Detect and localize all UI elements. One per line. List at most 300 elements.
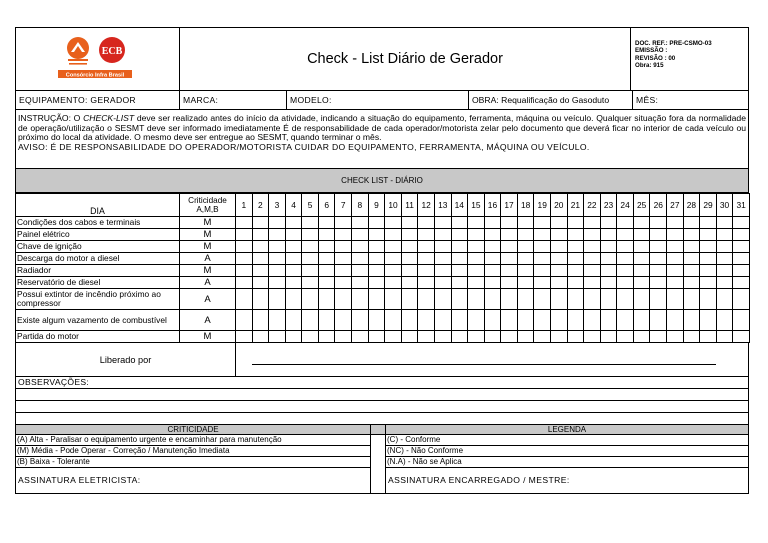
day-check-cell[interactable] <box>700 217 717 229</box>
day-check-cell[interactable] <box>484 253 501 265</box>
day-check-cell[interactable] <box>401 289 418 310</box>
day-check-cell[interactable] <box>302 217 319 229</box>
day-check-cell[interactable] <box>252 331 269 343</box>
day-check-cell[interactable] <box>484 265 501 277</box>
day-check-cell[interactable] <box>700 331 717 343</box>
day-check-cell[interactable] <box>352 310 369 331</box>
day-check-cell[interactable] <box>517 241 534 253</box>
day-check-cell[interactable] <box>550 253 567 265</box>
day-check-cell[interactable] <box>517 229 534 241</box>
day-check-cell[interactable] <box>733 253 750 265</box>
day-check-cell[interactable] <box>600 241 617 253</box>
day-check-cell[interactable] <box>683 229 700 241</box>
day-check-cell[interactable] <box>302 253 319 265</box>
day-check-cell[interactable] <box>335 217 352 229</box>
day-check-cell[interactable] <box>650 253 667 265</box>
day-check-cell[interactable] <box>683 253 700 265</box>
day-check-cell[interactable] <box>318 289 335 310</box>
instruction-label: INSTRUÇÃO: O <box>18 113 84 123</box>
day-check-cell[interactable] <box>567 265 584 277</box>
day-check-cell[interactable] <box>683 277 700 289</box>
day-check-cell[interactable] <box>385 277 402 289</box>
day-check-cell[interactable] <box>550 265 567 277</box>
day-check-cell[interactable] <box>401 331 418 343</box>
day-check-cell[interactable] <box>385 241 402 253</box>
day-check-cell[interactable] <box>600 289 617 310</box>
day-check-cell[interactable] <box>352 229 369 241</box>
day-check-cell[interactable] <box>368 310 385 331</box>
day-check-cell[interactable] <box>236 265 253 277</box>
item-label: Existe algum vazamento de combustível <box>16 310 180 331</box>
day-check-cell[interactable] <box>236 331 253 343</box>
day-check-cell[interactable] <box>401 217 418 229</box>
day-check-cell[interactable] <box>733 331 750 343</box>
day-check-cell[interactable] <box>335 241 352 253</box>
modelo-field[interactable]: MODELO: <box>287 91 469 109</box>
equipamento-field[interactable]: EQUIPAMENTO: GERADOR <box>16 91 180 109</box>
day-check-cell[interactable] <box>368 289 385 310</box>
day-check-cell[interactable] <box>385 253 402 265</box>
day-check-cell[interactable] <box>534 253 551 265</box>
day-check-cell[interactable] <box>567 253 584 265</box>
day-check-cell[interactable] <box>534 331 551 343</box>
day-check-cell[interactable] <box>385 331 402 343</box>
day-check-cell[interactable] <box>534 277 551 289</box>
day-check-cell[interactable] <box>650 229 667 241</box>
day-check-cell[interactable] <box>700 310 717 331</box>
day-check-cell[interactable] <box>385 265 402 277</box>
day-check-cell[interactable] <box>550 310 567 331</box>
day-check-cell[interactable] <box>385 289 402 310</box>
day-check-cell[interactable] <box>418 331 435 343</box>
day-check-cell[interactable] <box>501 229 518 241</box>
day-check-cell[interactable] <box>302 277 319 289</box>
day-check-cell[interactable] <box>318 310 335 331</box>
day-check-cell[interactable] <box>318 253 335 265</box>
day-check-cell[interactable] <box>617 265 634 277</box>
signature-supervisor[interactable]: ASSINATURA ENCARREGADO / MESTRE: <box>388 475 570 485</box>
day-check-cell[interactable] <box>451 331 468 343</box>
day-check-cell[interactable] <box>418 217 435 229</box>
day-check-cell[interactable] <box>368 277 385 289</box>
day-check-cell[interactable] <box>468 265 485 277</box>
day-check-cell[interactable] <box>633 289 650 310</box>
day-check-cell[interactable] <box>418 289 435 310</box>
day-check-cell[interactable] <box>401 229 418 241</box>
day-check-cell[interactable] <box>401 265 418 277</box>
day-check-cell[interactable] <box>600 277 617 289</box>
day-check-cell[interactable] <box>683 217 700 229</box>
day-check-cell[interactable] <box>484 277 501 289</box>
day-check-cell[interactable] <box>434 253 451 265</box>
day-check-cell[interactable] <box>434 310 451 331</box>
observations-line[interactable] <box>16 401 748 413</box>
day-check-cell[interactable] <box>733 265 750 277</box>
day-check-cell[interactable] <box>667 241 684 253</box>
day-check-cell[interactable] <box>434 289 451 310</box>
day-check-cell[interactable] <box>650 277 667 289</box>
day-check-cell[interactable] <box>269 229 286 241</box>
day-check-cell[interactable] <box>302 241 319 253</box>
day-check-cell[interactable] <box>335 229 352 241</box>
day-check-cell[interactable] <box>434 229 451 241</box>
day-check-cell[interactable] <box>584 277 601 289</box>
day-check-cell[interactable] <box>716 217 733 229</box>
day-check-cell[interactable] <box>650 217 667 229</box>
day-check-cell[interactable] <box>252 277 269 289</box>
day-check-cell[interactable] <box>600 253 617 265</box>
day-check-cell[interactable] <box>368 217 385 229</box>
day-check-cell[interactable] <box>335 310 352 331</box>
day-check-cell[interactable] <box>667 217 684 229</box>
day-check-cell[interactable] <box>567 310 584 331</box>
day-check-cell[interactable] <box>318 331 335 343</box>
day-check-cell[interactable] <box>567 229 584 241</box>
day-check-cell[interactable] <box>633 241 650 253</box>
day-check-cell[interactable] <box>700 289 717 310</box>
day-check-cell[interactable] <box>285 289 302 310</box>
day-check-cell[interactable] <box>352 277 369 289</box>
day-check-cell[interactable] <box>352 241 369 253</box>
day-check-cell[interactable] <box>269 289 286 310</box>
day-check-cell[interactable] <box>468 331 485 343</box>
day-check-cell[interactable] <box>451 241 468 253</box>
day-check-cell[interactable] <box>600 310 617 331</box>
day-check-cell[interactable] <box>633 310 650 331</box>
day-check-cell[interactable] <box>352 217 369 229</box>
day-check-cell[interactable] <box>733 289 750 310</box>
day-check-cell[interactable] <box>517 310 534 331</box>
day-check-cell[interactable] <box>567 241 584 253</box>
day-check-cell[interactable] <box>716 265 733 277</box>
day-header: 5 <box>302 194 319 217</box>
day-check-cell[interactable] <box>501 241 518 253</box>
day-check-cell[interactable] <box>600 229 617 241</box>
day-check-cell[interactable] <box>683 265 700 277</box>
day-check-cell[interactable] <box>633 277 650 289</box>
liberado-label: Liberado por <box>16 343 236 376</box>
day-check-cell[interactable] <box>716 241 733 253</box>
day-check-cell[interactable] <box>567 277 584 289</box>
day-check-cell[interactable] <box>617 331 634 343</box>
day-check-cell[interactable] <box>517 289 534 310</box>
day-check-cell[interactable] <box>451 229 468 241</box>
day-check-cell[interactable] <box>617 310 634 331</box>
day-check-cell[interactable] <box>252 241 269 253</box>
day-check-cell[interactable] <box>484 310 501 331</box>
day-check-cell[interactable] <box>534 310 551 331</box>
day-check-cell[interactable] <box>584 331 601 343</box>
day-check-cell[interactable] <box>285 217 302 229</box>
day-check-cell[interactable] <box>501 277 518 289</box>
marca-field[interactable]: MARCA: <box>180 91 287 109</box>
day-check-cell[interactable] <box>285 241 302 253</box>
day-check-cell[interactable] <box>252 289 269 310</box>
day-check-cell[interactable] <box>269 241 286 253</box>
day-check-cell[interactable] <box>302 289 319 310</box>
day-check-cell[interactable] <box>667 229 684 241</box>
day-check-cell[interactable] <box>667 253 684 265</box>
day-check-cell[interactable] <box>302 331 319 343</box>
day-header: 31 <box>733 194 750 217</box>
day-check-cell[interactable] <box>401 277 418 289</box>
day-check-cell[interactable] <box>451 217 468 229</box>
day-check-cell[interactable] <box>318 277 335 289</box>
day-check-cell[interactable] <box>252 265 269 277</box>
day-check-cell[interactable] <box>617 217 634 229</box>
day-check-cell[interactable] <box>368 229 385 241</box>
day-check-cell[interactable] <box>716 253 733 265</box>
day-check-cell[interactable] <box>667 265 684 277</box>
day-check-cell[interactable] <box>434 265 451 277</box>
day-check-cell[interactable] <box>550 217 567 229</box>
day-check-cell[interactable] <box>468 229 485 241</box>
day-check-cell[interactable] <box>617 277 634 289</box>
day-check-cell[interactable] <box>534 265 551 277</box>
observations-line[interactable] <box>16 389 748 401</box>
day-check-cell[interactable] <box>617 241 634 253</box>
day-check-cell[interactable] <box>318 217 335 229</box>
day-check-cell[interactable] <box>368 265 385 277</box>
day-check-cell[interactable] <box>451 253 468 265</box>
day-check-cell[interactable] <box>716 289 733 310</box>
day-check-cell[interactable] <box>567 289 584 310</box>
day-check-cell[interactable] <box>534 229 551 241</box>
day-check-cell[interactable] <box>269 331 286 343</box>
day-check-cell[interactable] <box>269 265 286 277</box>
liberado-signature-line[interactable] <box>236 343 748 376</box>
day-check-cell[interactable] <box>584 310 601 331</box>
doc-ref-line: DOC. REF.: PRE-CSMO-03 <box>635 40 712 47</box>
item-criticality: M <box>180 331 236 343</box>
day-check-cell[interactable] <box>368 253 385 265</box>
day-check-cell[interactable] <box>501 331 518 343</box>
day-check-cell[interactable] <box>550 331 567 343</box>
observations-line[interactable] <box>16 413 748 424</box>
day-check-cell[interactable] <box>434 277 451 289</box>
day-check-cell[interactable] <box>434 241 451 253</box>
day-check-cell[interactable] <box>451 310 468 331</box>
day-check-cell[interactable] <box>534 241 551 253</box>
day-check-cell[interactable] <box>285 265 302 277</box>
day-check-cell[interactable] <box>401 241 418 253</box>
day-check-cell[interactable] <box>517 253 534 265</box>
day-check-cell[interactable] <box>501 265 518 277</box>
day-check-cell[interactable] <box>269 277 286 289</box>
day-check-cell[interactable] <box>352 289 369 310</box>
day-check-cell[interactable] <box>418 241 435 253</box>
day-check-cell[interactable] <box>468 289 485 310</box>
day-check-cell[interactable] <box>534 289 551 310</box>
day-check-cell[interactable] <box>468 241 485 253</box>
day-check-cell[interactable] <box>617 289 634 310</box>
day-check-cell[interactable] <box>600 331 617 343</box>
day-check-cell[interactable] <box>700 277 717 289</box>
day-check-cell[interactable] <box>633 331 650 343</box>
item-criticality: A <box>180 277 236 289</box>
day-check-cell[interactable] <box>418 265 435 277</box>
day-check-cell[interactable] <box>517 331 534 343</box>
day-check-cell[interactable] <box>302 265 319 277</box>
day-check-cell[interactable] <box>633 217 650 229</box>
day-check-cell[interactable] <box>567 217 584 229</box>
day-check-cell[interactable] <box>385 310 402 331</box>
day-check-cell[interactable] <box>285 310 302 331</box>
day-check-cell[interactable] <box>468 277 485 289</box>
day-check-cell[interactable] <box>667 310 684 331</box>
day-check-cell[interactable] <box>269 310 286 331</box>
day-check-cell[interactable] <box>451 277 468 289</box>
day-check-cell[interactable] <box>567 331 584 343</box>
day-check-cell[interactable] <box>401 310 418 331</box>
day-check-cell[interactable] <box>501 253 518 265</box>
day-check-cell[interactable] <box>269 253 286 265</box>
day-check-cell[interactable] <box>584 229 601 241</box>
day-check-cell[interactable] <box>650 265 667 277</box>
day-check-cell[interactable] <box>733 277 750 289</box>
day-header: 26 <box>650 194 667 217</box>
day-check-cell[interactable] <box>716 277 733 289</box>
day-check-cell[interactable] <box>269 217 286 229</box>
day-check-cell[interactable] <box>418 277 435 289</box>
day-check-cell[interactable] <box>716 229 733 241</box>
day-check-cell[interactable] <box>484 289 501 310</box>
day-check-cell[interactable] <box>517 265 534 277</box>
day-check-cell[interactable] <box>733 241 750 253</box>
day-check-cell[interactable] <box>418 310 435 331</box>
day-check-cell[interactable] <box>252 310 269 331</box>
day-check-cell[interactable] <box>683 331 700 343</box>
day-check-cell[interactable] <box>683 310 700 331</box>
day-check-cell[interactable] <box>584 253 601 265</box>
day-check-cell[interactable] <box>584 217 601 229</box>
day-check-cell[interactable] <box>550 229 567 241</box>
obra-field[interactable]: OBRA: Requalificação do Gasoduto <box>469 91 633 109</box>
day-header: 11 <box>401 194 418 217</box>
day-check-cell[interactable] <box>335 265 352 277</box>
day-check-cell[interactable] <box>667 277 684 289</box>
day-check-cell[interactable] <box>650 331 667 343</box>
day-check-cell[interactable] <box>236 217 253 229</box>
day-check-cell[interactable] <box>517 277 534 289</box>
day-check-cell[interactable] <box>700 253 717 265</box>
day-check-cell[interactable] <box>633 253 650 265</box>
day-check-cell[interactable] <box>550 289 567 310</box>
day-check-cell[interactable] <box>236 241 253 253</box>
day-check-cell[interactable] <box>633 229 650 241</box>
day-check-cell[interactable] <box>468 217 485 229</box>
day-check-cell[interactable] <box>401 253 418 265</box>
day-check-cell[interactable] <box>335 253 352 265</box>
day-check-cell[interactable] <box>434 217 451 229</box>
day-check-cell[interactable] <box>302 310 319 331</box>
day-check-cell[interactable] <box>252 229 269 241</box>
day-check-cell[interactable] <box>385 229 402 241</box>
day-check-cell[interactable] <box>335 331 352 343</box>
day-check-cell[interactable] <box>733 217 750 229</box>
day-check-cell[interactable] <box>285 229 302 241</box>
day-check-cell[interactable] <box>584 241 601 253</box>
day-check-cell[interactable] <box>650 289 667 310</box>
day-check-cell[interactable] <box>368 241 385 253</box>
day-check-cell[interactable] <box>683 289 700 310</box>
day-check-cell[interactable] <box>700 229 717 241</box>
day-check-cell[interactable] <box>236 277 253 289</box>
day-check-cell[interactable] <box>534 217 551 229</box>
day-check-cell[interactable] <box>468 253 485 265</box>
day-check-cell[interactable] <box>484 217 501 229</box>
day-check-cell[interactable] <box>501 310 518 331</box>
day-check-cell[interactable] <box>335 277 352 289</box>
day-check-cell[interactable] <box>318 241 335 253</box>
day-check-cell[interactable] <box>385 217 402 229</box>
day-check-cell[interactable] <box>285 277 302 289</box>
day-check-cell[interactable] <box>318 229 335 241</box>
day-check-cell[interactable] <box>667 289 684 310</box>
day-check-cell[interactable] <box>617 253 634 265</box>
day-check-cell[interactable] <box>584 289 601 310</box>
day-check-cell[interactable] <box>468 310 485 331</box>
day-check-cell[interactable] <box>451 265 468 277</box>
day-check-cell[interactable] <box>600 217 617 229</box>
day-check-cell[interactable] <box>501 289 518 310</box>
day-check-cell[interactable] <box>517 217 534 229</box>
day-check-cell[interactable] <box>716 331 733 343</box>
day-check-cell[interactable] <box>352 331 369 343</box>
signature-electrician[interactable]: ASSINATURA ELETRICISTA: <box>18 475 141 485</box>
day-check-cell[interactable] <box>584 265 601 277</box>
day-check-cell[interactable] <box>318 265 335 277</box>
day-check-cell[interactable] <box>236 289 253 310</box>
day-check-cell[interactable] <box>484 241 501 253</box>
day-check-cell[interactable] <box>667 331 684 343</box>
day-check-cell[interactable] <box>650 310 667 331</box>
day-check-cell[interactable] <box>285 331 302 343</box>
day-check-cell[interactable] <box>418 229 435 241</box>
day-check-cell[interactable] <box>650 241 667 253</box>
day-check-cell[interactable] <box>550 241 567 253</box>
day-check-cell[interactable] <box>352 265 369 277</box>
day-check-cell[interactable] <box>236 253 253 265</box>
day-check-cell[interactable] <box>434 331 451 343</box>
day-check-cell[interactable] <box>236 310 253 331</box>
day-check-cell[interactable] <box>733 310 750 331</box>
day-check-cell[interactable] <box>484 331 501 343</box>
day-check-cell[interactable] <box>285 253 302 265</box>
day-check-cell[interactable] <box>550 277 567 289</box>
day-check-cell[interactable] <box>302 229 319 241</box>
day-check-cell[interactable] <box>484 229 501 241</box>
day-check-cell[interactable] <box>600 265 617 277</box>
day-check-cell[interactable] <box>501 217 518 229</box>
mes-field[interactable]: MÊS: <box>636 95 659 105</box>
day-check-cell[interactable] <box>700 265 717 277</box>
day-check-cell[interactable] <box>451 289 468 310</box>
day-check-cell[interactable] <box>335 289 352 310</box>
day-check-cell[interactable] <box>352 253 369 265</box>
day-check-cell[interactable] <box>700 241 717 253</box>
day-check-cell[interactable] <box>368 331 385 343</box>
day-check-cell[interactable] <box>418 253 435 265</box>
day-check-cell[interactable] <box>236 229 253 241</box>
day-check-cell[interactable] <box>716 310 733 331</box>
day-check-cell[interactable] <box>252 253 269 265</box>
day-check-cell[interactable] <box>252 217 269 229</box>
day-check-cell[interactable] <box>683 241 700 253</box>
day-check-cell[interactable] <box>633 265 650 277</box>
day-check-cell[interactable] <box>733 229 750 241</box>
day-check-cell[interactable] <box>617 229 634 241</box>
